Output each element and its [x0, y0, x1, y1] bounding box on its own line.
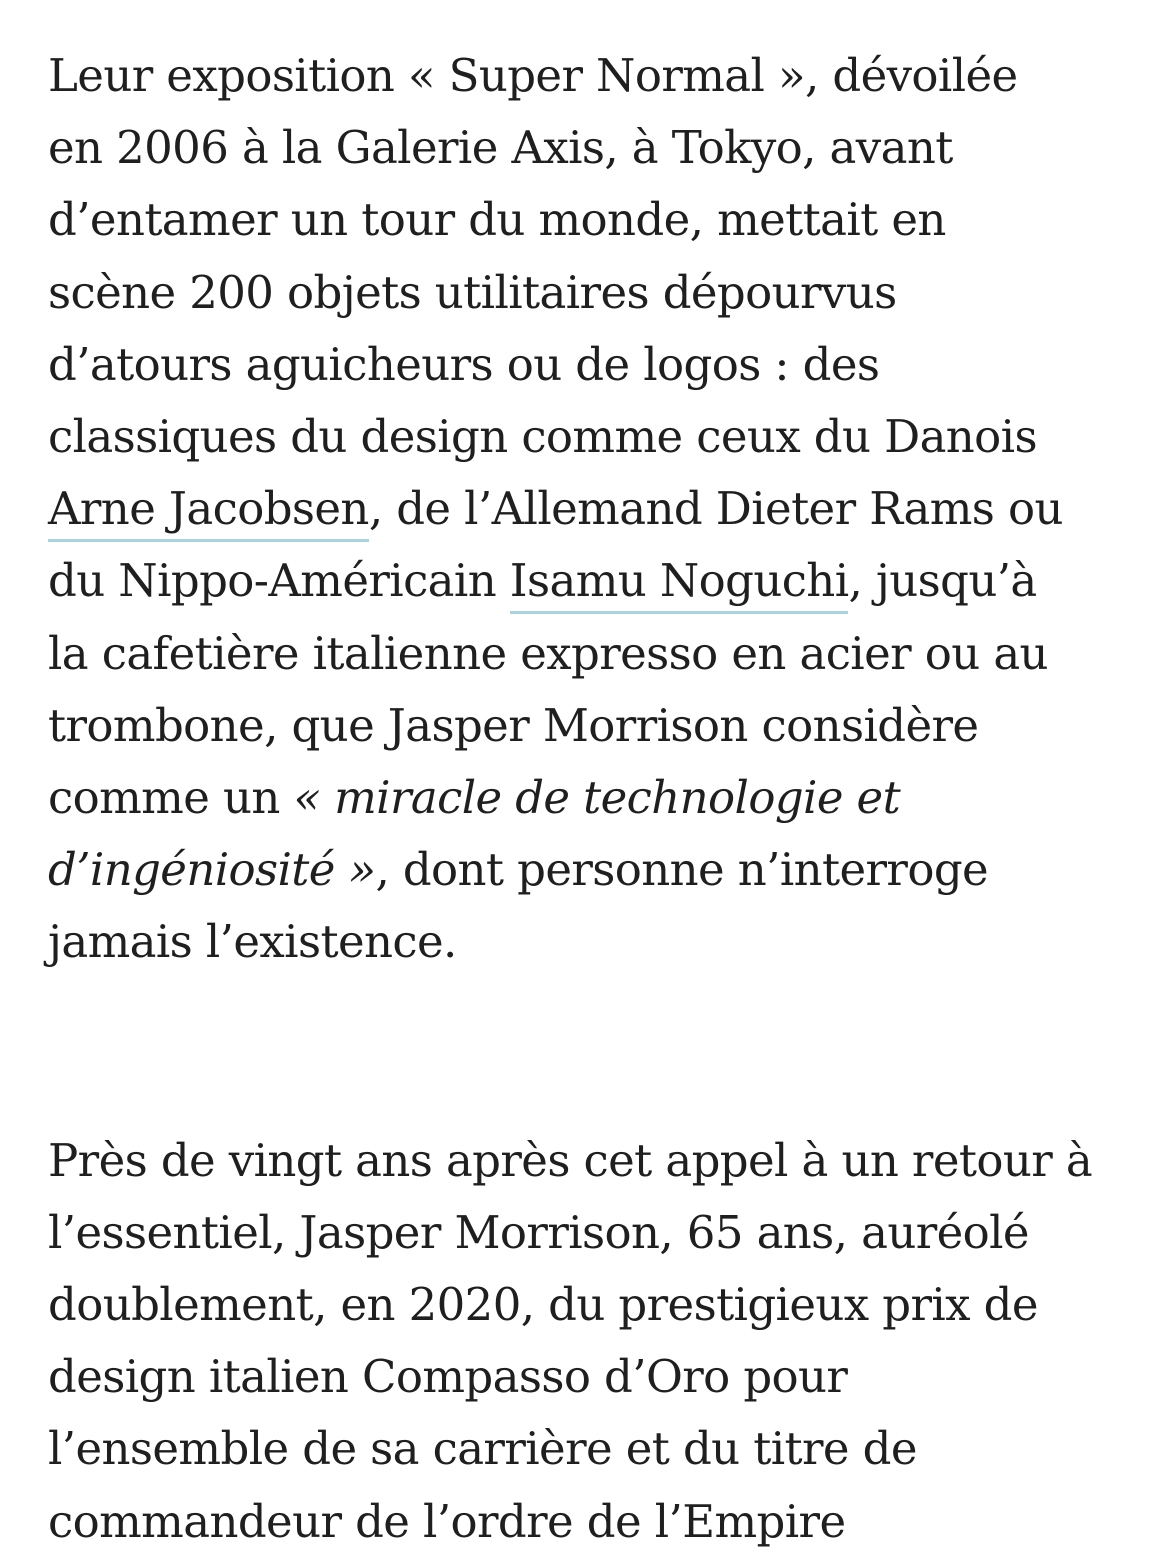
- text-line: [48, 762, 1128, 834]
- article-body: [48, 40, 1128, 1558]
- paragraph-super-normal: [48, 40, 1128, 979]
- text-line: [48, 834, 1128, 906]
- text-line: scène 200 objets utilitaires dépourvus: [48, 265, 897, 319]
- text-line: l’essentiel, Jasper Morrison, 65 ans, auréolé: [48, 1205, 1029, 1259]
- text-fragment: , dont personne n’interroge: [375, 843, 989, 897]
- text-line: design italien Compasso d’Oro pour: [48, 1350, 848, 1404]
- text-line: d’entamer un tour du monde, mettait en: [48, 193, 946, 247]
- text-line: commandeur de l’ordre de l’Empire: [48, 1494, 846, 1548]
- paragraph-morrison-career: [48, 1125, 1128, 1558]
- text-line: Près de vingt ans après cet appel à un retour à: [48, 1133, 1093, 1187]
- link-arne-jacobsen[interactable]: Arne Jacobsen: [48, 482, 369, 542]
- text-line: [48, 545, 1128, 617]
- text-line: [48, 473, 1128, 545]
- text-line: jamais l’existence.: [48, 915, 457, 969]
- text-line: en 2006 à la Galerie Axis, à Tokyo, avant: [48, 121, 953, 175]
- text-line: la cafetière italienne expresso en acier ou au: [48, 626, 1048, 680]
- text-fragment: du Nippo-Américain: [48, 554, 510, 608]
- text-line: doublement, en 2020, du prestigieux prix de: [48, 1278, 1038, 1332]
- text-fragment: , de l’Allemand Dieter Rams ou: [368, 482, 1063, 536]
- text-fragment: , jusqu’à: [848, 554, 1037, 608]
- link-isamu-noguchi[interactable]: Isamu Noguchi: [510, 554, 849, 614]
- text-fragment: comme un: [48, 771, 294, 825]
- text-line: l’ensemble de sa carrière et du titre de: [48, 1422, 917, 1476]
- text-line: d’atours aguicheurs ou de logos : des: [48, 337, 880, 391]
- quote-italic: d’ingéniosité »: [48, 843, 376, 897]
- text-line: classiques du design comme ceux du Danois: [48, 410, 1037, 464]
- text-line: trombone, que Jasper Morrison considère: [48, 698, 979, 752]
- text-line: Leur exposition « Super Normal », dévoilée: [48, 49, 1018, 102]
- quote-italic: « miracle de technologie et: [293, 771, 901, 825]
